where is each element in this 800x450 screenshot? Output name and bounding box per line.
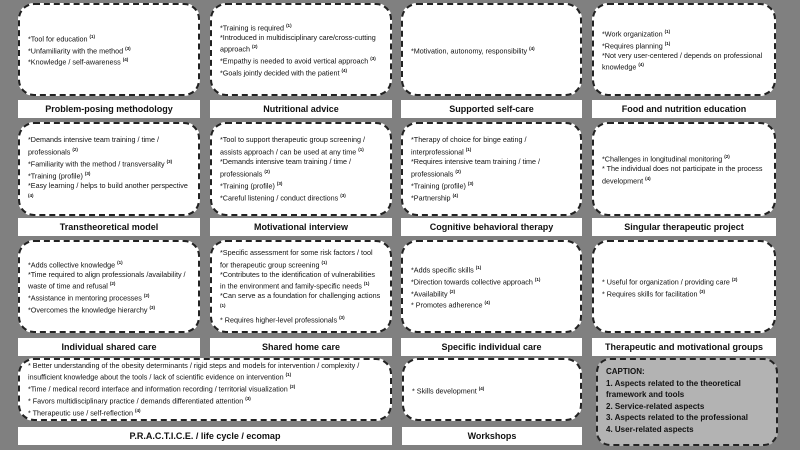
method-card-title: Supported self-care	[401, 100, 582, 118]
card-item	[411, 191, 572, 203]
card-item	[411, 179, 572, 191]
method-card-title: Shared home care	[210, 338, 392, 356]
item-category-ref: (3)	[276, 180, 283, 186]
item-text: * Therapeutic use / self-reflection	[28, 408, 133, 418]
item-text: *Challenges in longitudinal monitoring	[602, 154, 723, 164]
item-text: *Training (profile)	[28, 171, 83, 181]
method-card-box	[210, 122, 392, 216]
item-category-ref: (3)	[149, 305, 155, 311]
item-text: *Time required to align professionals /availability / waste of time and refusal	[28, 269, 186, 291]
item-category-ref: (2)	[109, 281, 116, 287]
card-item	[220, 157, 382, 179]
item-text: *Demands intensive team training / time / professionals	[28, 135, 160, 157]
item-text: *Training (profile)	[411, 180, 466, 190]
card-item	[28, 157, 190, 169]
method-card-box	[402, 358, 582, 421]
card-item	[411, 157, 572, 179]
item-category-ref: (3)	[340, 192, 346, 198]
item-category-ref: (2)	[143, 293, 150, 299]
method-card-title: Therapeutic and motivational groups	[592, 338, 776, 356]
card-item	[28, 181, 190, 203]
item-text: *Introduced in multidisciplinary care/cross-cutting approach	[220, 32, 376, 54]
method-card-box	[592, 240, 776, 333]
item-text: * The individual does not participate in the process development	[602, 164, 763, 186]
card-item	[602, 275, 766, 287]
caption-item: 2. Service-related aspects	[606, 401, 705, 411]
item-text: *Work organization	[602, 29, 663, 39]
method-card-box	[18, 240, 200, 333]
method-card-box	[210, 3, 392, 96]
method-card-box	[18, 122, 200, 216]
item-category-ref: (1)	[534, 276, 541, 282]
item-category-ref: (4)	[638, 62, 644, 68]
card-item	[28, 135, 190, 157]
card-item	[412, 384, 572, 396]
item-text: *Therapy of choice for binge eating / interprofessional	[411, 135, 527, 157]
item-text: * Useful for organization / providing care	[602, 276, 730, 286]
item-category-ref: (1)	[363, 281, 370, 287]
item-text: *Direction towards collective approach	[411, 276, 533, 286]
card-item	[411, 275, 572, 287]
item-text: *Tool for education	[28, 33, 88, 43]
item-text: *Knowledge / self-awareness	[28, 57, 121, 67]
item-text: *Time / medical record interface and information recording / territorial visualization	[28, 384, 288, 394]
card-item	[220, 179, 382, 191]
item-category-ref: (3)	[125, 45, 131, 51]
method-card-box	[401, 240, 582, 333]
item-text: * Promotes adherence	[411, 300, 483, 310]
item-category-ref: (4)	[478, 385, 485, 391]
card-item	[220, 21, 382, 33]
card-item	[220, 135, 382, 157]
item-text: *Empathy is needed to avoid vertical approach	[220, 56, 369, 66]
item-text: *Can serve as a foundation for challenging actions	[220, 291, 381, 301]
caption-title: CAPTION:	[606, 367, 645, 376]
item-text: *Requires intensive team training / time / professionals	[411, 157, 541, 178]
item-text: * Skills development	[412, 385, 477, 395]
card-item	[411, 298, 572, 310]
item-category-ref: (2)	[72, 147, 78, 153]
item-text: *Training is required	[220, 23, 285, 33]
item-category-ref: (1)	[358, 147, 364, 153]
item-category-ref: (1)	[220, 302, 226, 308]
item-text: *Assistance in mentoring processes	[28, 293, 142, 303]
item-category-ref: (1)	[89, 33, 96, 39]
item-text: *Availability	[411, 288, 448, 298]
method-card-box	[18, 358, 392, 421]
item-text: *Training (profile)	[220, 180, 275, 190]
method-card-title: Problem-posing methodology	[18, 100, 200, 118]
caption-item: 3. Aspects related to the professional	[606, 413, 748, 422]
item-category-ref: (2)	[731, 276, 738, 282]
card-item	[602, 152, 766, 164]
method-card-box	[592, 3, 776, 96]
caption-item: 4. User-related aspects	[606, 424, 694, 434]
method-card-title: Nutritional advice	[210, 100, 392, 118]
item-category-ref: (4)	[122, 57, 129, 63]
item-text: * Requires higher-level professionals	[220, 315, 338, 325]
card-item	[220, 191, 382, 203]
card-item	[28, 270, 190, 292]
item-category-ref: (1)	[475, 264, 482, 270]
card-item	[28, 406, 382, 418]
card-item	[28, 303, 190, 315]
item-category-ref: (1)	[664, 40, 671, 46]
card-item	[602, 287, 766, 299]
method-card-title: Cognitive behavioral therapy	[401, 218, 582, 236]
item-category-ref: (1)	[664, 28, 671, 34]
item-text: *Adds specific skills	[411, 264, 474, 274]
card-item	[220, 33, 382, 55]
method-card-box	[592, 122, 776, 216]
item-category-ref: (4)	[341, 68, 347, 74]
item-category-ref: (4)	[452, 192, 459, 198]
item-category-ref: (3)	[370, 56, 376, 62]
card-item	[28, 258, 190, 270]
item-text: *Demands intensive team training / time / professionals	[220, 157, 352, 178]
item-category-ref: (2)	[724, 154, 730, 160]
item-text: *Easy learning / helps to build another perspective	[28, 180, 188, 190]
item-text: *Careful listening / conduct directions	[220, 192, 339, 202]
item-category-ref: (4)	[529, 45, 535, 51]
card-item	[28, 382, 382, 394]
card-item	[220, 54, 382, 66]
item-category-ref: (2)	[289, 384, 296, 390]
item-category-ref: (3)	[339, 314, 345, 320]
caption-item: 1. Aspects related to the theoretical framework and tools	[606, 378, 741, 399]
item-category-ref: (4)	[484, 300, 491, 306]
item-text: *Motivation, autonomy, responsibility	[411, 45, 528, 55]
item-text: *Not very user-centered / depends on professional knowledge	[602, 50, 763, 72]
item-category-ref: (1)	[321, 259, 327, 265]
card-item	[602, 27, 766, 39]
method-card-title: Motivational interview	[210, 218, 392, 236]
card-item	[602, 51, 766, 73]
method-card-title: Food and nutrition education	[592, 100, 776, 118]
item-category-ref: (2)	[449, 288, 456, 294]
card-item	[220, 248, 382, 270]
card-item	[602, 39, 766, 51]
item-text: *Tool to support therapeutic group screening / assists approach / can be used at any time	[220, 135, 366, 157]
item-text: *Goals jointly decided with the patient	[220, 68, 340, 78]
method-card-box	[401, 122, 582, 216]
method-card-title: Workshops	[402, 427, 582, 445]
card-item	[220, 66, 382, 78]
card-item	[411, 287, 572, 299]
card-item	[28, 55, 190, 67]
card-item	[411, 135, 572, 157]
card-item	[220, 313, 382, 325]
item-text: *Requires planning	[602, 41, 663, 51]
item-text: *Partnership	[411, 192, 451, 202]
card-item	[28, 361, 382, 383]
method-card-title: Specific individual care	[401, 338, 582, 356]
method-card-title: Singular therapeutic project	[592, 218, 776, 236]
item-text: *Specific assessment for some risk factors / tool for therapeutic group screening	[220, 248, 373, 270]
card-item	[28, 394, 382, 406]
item-category-ref: (4)	[134, 408, 141, 414]
item-category-ref: (4)	[645, 175, 651, 181]
item-category-ref: (1)	[286, 22, 292, 28]
item-text: * Requires skills for facilitation	[602, 288, 698, 298]
method-card-title: Individual shared care	[18, 338, 200, 356]
method-card-title: Transtheoretical model	[18, 218, 200, 236]
item-category-ref: (3)	[84, 171, 91, 176]
card-item	[28, 291, 190, 303]
item-category-ref: (3)	[699, 288, 705, 294]
card-item	[602, 164, 766, 186]
method-card-box	[18, 3, 200, 96]
card-item	[28, 169, 190, 181]
method-card-title: P.R.A.C.T.I.C.E. / life cycle / ecomap	[18, 427, 392, 445]
item-text: *Contributes to the identification of vulnerabilities in the environment and family-specific needs	[220, 269, 376, 291]
method-card-box	[210, 240, 392, 333]
card-item	[28, 32, 190, 44]
item-text: *Overcomes the knowledge hierarchy	[28, 305, 148, 315]
item-category-ref: (3)	[467, 180, 474, 186]
caption-legend	[596, 358, 778, 446]
item-category-ref: (1)	[285, 372, 292, 378]
card-item	[220, 291, 382, 313]
card-item	[220, 270, 382, 292]
item-category-ref: (3)	[166, 159, 173, 165]
item-category-ref: (3)	[245, 396, 251, 402]
item-category-ref: (1)	[117, 259, 123, 265]
card-item	[411, 263, 572, 275]
item-category-ref: (4)	[28, 192, 34, 198]
item-text: *Familiarity with the method / transversality	[28, 159, 165, 169]
item-category-ref: (2)	[455, 168, 461, 174]
item-text: *Adds collective knowledge	[28, 260, 116, 270]
item-text: * Favors multidisciplinary practice / demands differentiated attention	[28, 396, 244, 406]
item-category-ref: (2)	[251, 44, 258, 50]
item-category-ref: (1)	[465, 147, 472, 153]
item-text: * Better understanding of the obesity determinants / rigid steps and models for intervention / complexity / insufficient knowledge about the tools / lack of scientific evidence on intervention	[28, 360, 360, 382]
method-card-box	[401, 3, 582, 96]
card-item	[411, 44, 572, 56]
item-category-ref: (2)	[264, 168, 270, 174]
item-text: *Unfamiliarity with the method	[28, 45, 124, 55]
card-item	[28, 44, 190, 56]
